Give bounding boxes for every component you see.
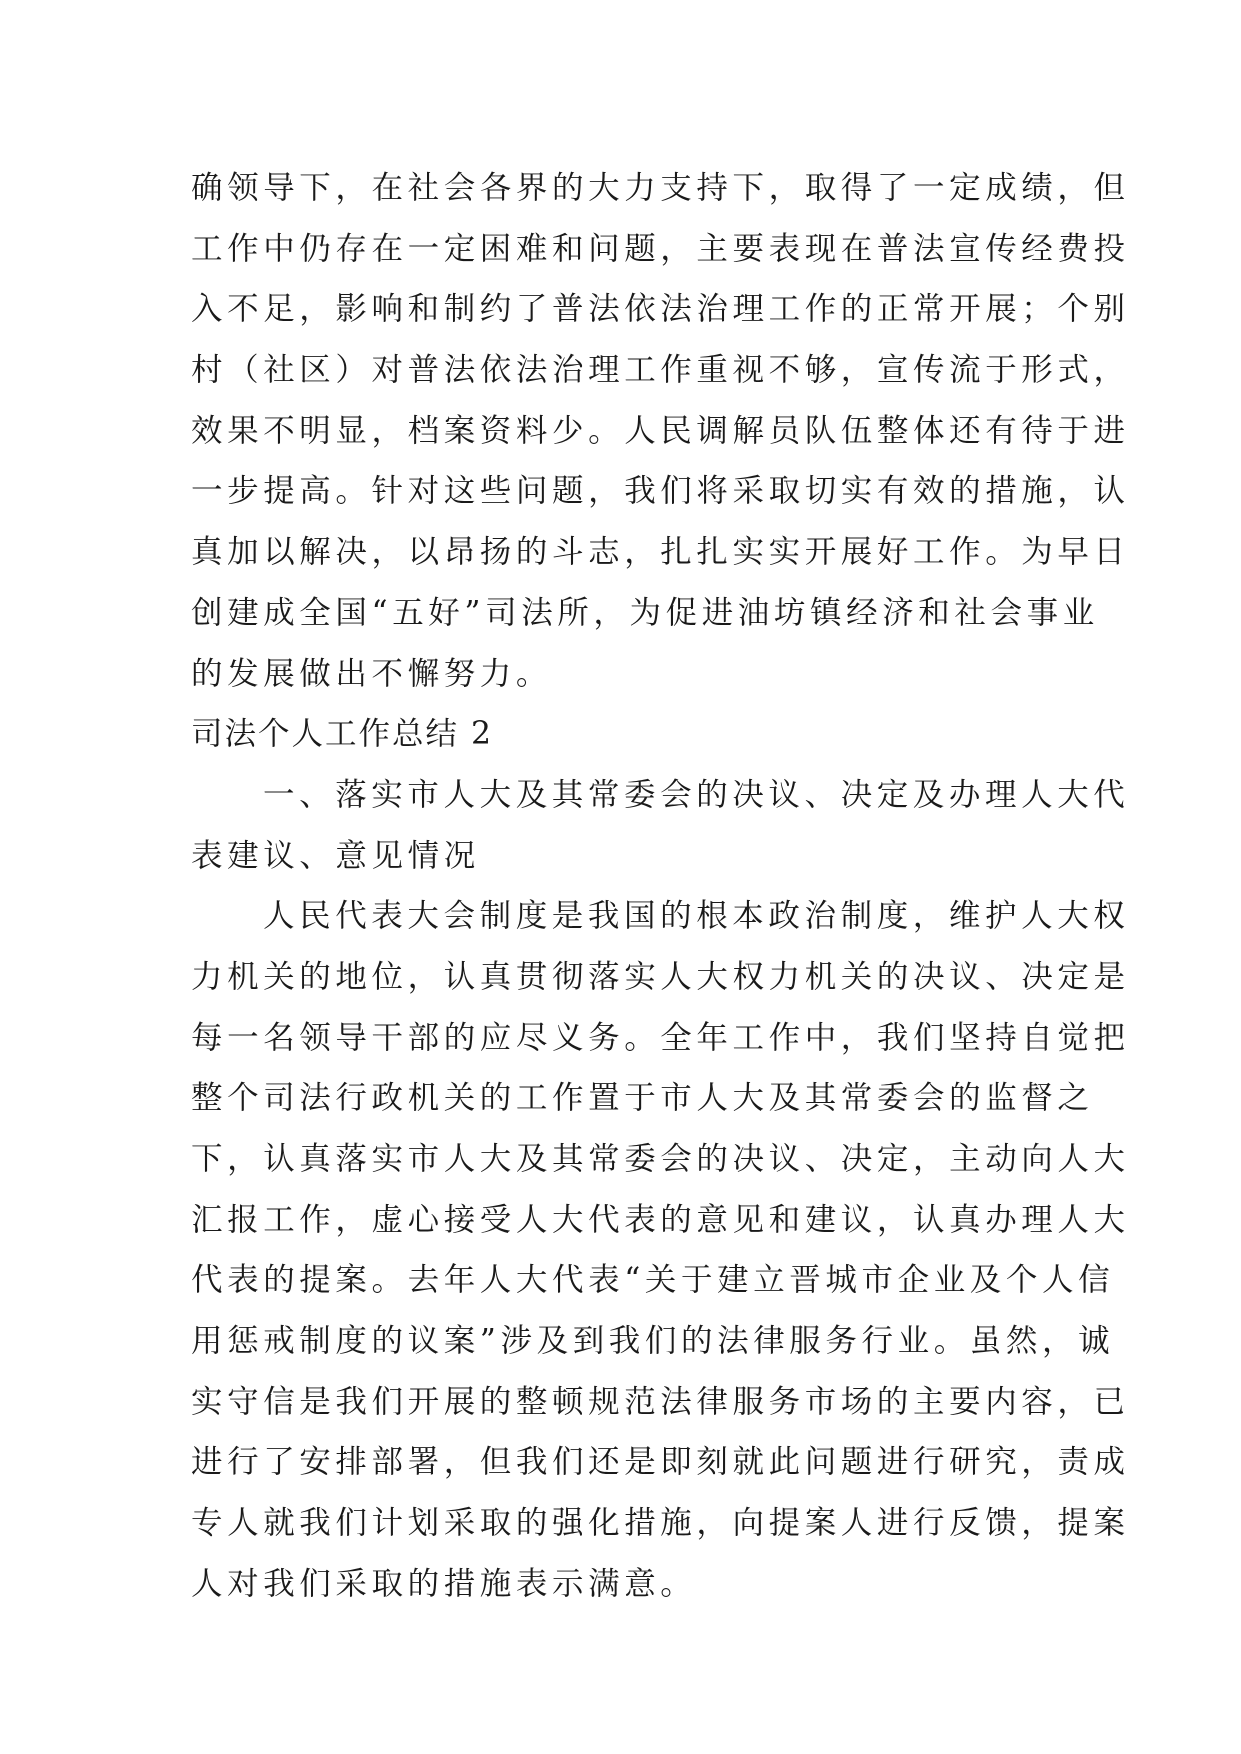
text-line: 人民代表大会制度是我国的根本政治制度，维护人大权 xyxy=(263,898,1130,935)
text-line: 专人就我们计划采取的强化措施，向提案人进行反馈，提案 xyxy=(191,1505,1130,1542)
text-line: 一步提高。针对这些问题，我们将采取切实有效的措施，认 xyxy=(191,473,1130,510)
paragraph-continuation xyxy=(191,158,1130,704)
text-line: 的发展做出不懈努力。 xyxy=(191,655,553,692)
paragraph-body xyxy=(191,886,1130,1614)
text-line: 确领导下，在社会各界的大力支持下，取得了一定成绩，但 xyxy=(191,170,1130,206)
text-line: 人对我们采取的措施表示满意。 xyxy=(191,1565,697,1602)
subheading-line: 一、落实市人大及其常委会的决议、决定及办理人大代 xyxy=(263,776,1130,813)
text-line: 入不足，影响和制约了普法依法治理工作的正常开展；个别 xyxy=(191,291,1130,328)
text-line: 创建成全国“五好”司法所，为促进油坊镇经济和社会事业 xyxy=(191,594,1099,631)
section-title: 司法个人工作总结 2 xyxy=(191,716,494,753)
text-line: 实守信是我们开展的整顿规范法律服务市场的主要内容，已 xyxy=(191,1383,1130,1420)
text-line: 真加以解决，以昂扬的斗志，扎扎实实开展好工作。为早日 xyxy=(191,534,1130,571)
text-line: 下，认真落实市人大及其常委会的决议、决定，主动向人大 xyxy=(191,1141,1130,1177)
text-line: 进行了安排部署，但我们还是即刻就此问题进行研究，责成 xyxy=(191,1444,1130,1481)
text-line: 代表的提案。去年人大代表“关于建立晋城市企业及个人信 xyxy=(191,1262,1115,1299)
text-line: 用惩戒制度的议案”涉及到我们的法律服务行业。虽然，诚 xyxy=(191,1323,1115,1360)
text-line: 每一名领导干部的应尽义务。全年工作中，我们坚持自觉把 xyxy=(191,1019,1130,1056)
text-line: 工作中仍存在一定困难和问题，主要表现在普法宣传经费投 xyxy=(191,230,1130,267)
text-line: 效果不明显，档案资料少。人民调解员队伍整体还有待于进 xyxy=(191,412,1130,449)
text-line: 汇报工作，虚心接受人大代表的意见和建议，认真办理人大 xyxy=(191,1201,1130,1238)
subheading xyxy=(191,765,1130,886)
text-line: 力机关的地位，认真贯彻落实人大权力机关的决议、决定是 xyxy=(191,958,1130,995)
text-line: 整个司法行政机关的工作置于市人大及其常委会的监督之 xyxy=(191,1080,1094,1117)
subheading-line: 表建议、意见情况 xyxy=(191,837,480,874)
document-body xyxy=(191,158,1130,1615)
text-line: 村（社区）对普法依法治理工作重视不够，宣传流于形式， xyxy=(191,352,1130,389)
